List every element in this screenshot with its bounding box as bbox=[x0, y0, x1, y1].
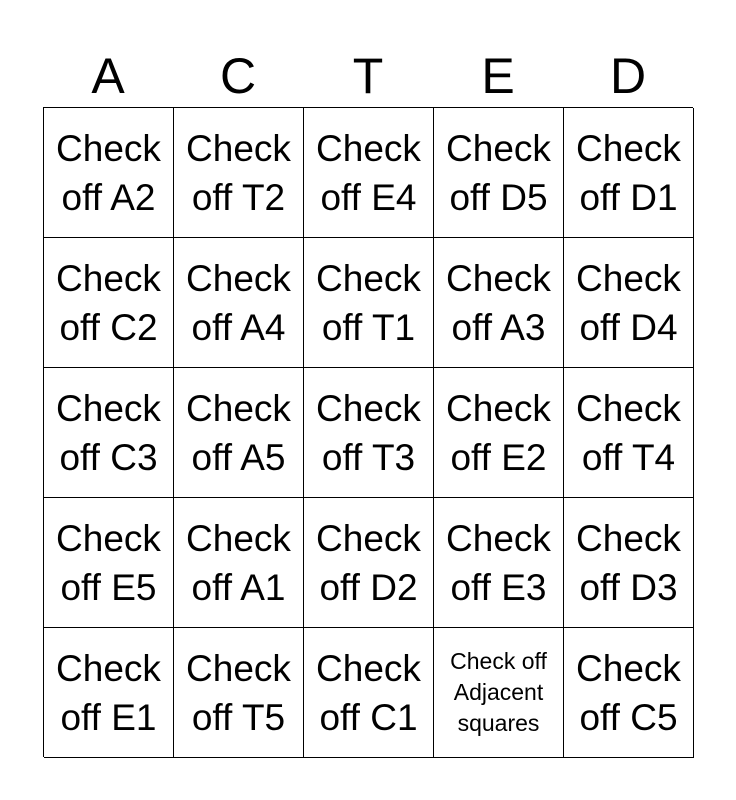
bingo-cell-r2-c5[interactable] bbox=[564, 238, 694, 368]
bingo-cell-r4-c5[interactable] bbox=[564, 498, 694, 628]
cell-label: Check off D2 bbox=[316, 517, 421, 608]
header-letter-t: T bbox=[352, 48, 384, 104]
cell-label: Check off A2 bbox=[56, 127, 161, 218]
cell-label: Check off Adjacent squares bbox=[450, 648, 547, 736]
bingo-cell-r3-c1[interactable] bbox=[44, 368, 174, 498]
header-letter-d: D bbox=[609, 48, 647, 104]
cell-label: Check off E4 bbox=[316, 127, 421, 218]
cell-label: Check off D1 bbox=[576, 127, 681, 218]
cell-label: Check off D4 bbox=[576, 257, 681, 348]
cell-label: Check off T4 bbox=[576, 387, 681, 478]
bingo-cell-r5-c1[interactable] bbox=[44, 628, 174, 758]
cell-label: Check off C3 bbox=[56, 387, 161, 478]
bingo-cell-r5-c4[interactable] bbox=[434, 628, 564, 758]
cell-label: Check off E5 bbox=[56, 517, 161, 608]
cell-label: Check off T3 bbox=[316, 387, 421, 478]
cell-label: Check off E1 bbox=[56, 647, 161, 738]
bingo-cell-r4-c3[interactable] bbox=[304, 498, 434, 628]
cell-label: Check off E2 bbox=[446, 387, 551, 478]
cell-label: Check off T2 bbox=[186, 127, 291, 218]
header-letter-e: E bbox=[481, 48, 515, 104]
cell-label: Check off T1 bbox=[316, 257, 421, 348]
cell-label: Check off D5 bbox=[446, 127, 551, 218]
bingo-cell-r3-c5[interactable] bbox=[564, 368, 694, 498]
cell-label: Check off A5 bbox=[186, 387, 291, 478]
bingo-cell-r4-c4[interactable] bbox=[434, 498, 564, 628]
bingo-cell-r1-c4[interactable] bbox=[434, 108, 564, 238]
header-letter-c: C bbox=[219, 48, 257, 104]
bingo-cell-r2-c1[interactable] bbox=[44, 238, 174, 368]
bingo-cell-r1-c1[interactable] bbox=[44, 108, 174, 238]
cell-label: Check off A1 bbox=[186, 517, 291, 608]
header-letter-a: A bbox=[91, 48, 125, 104]
bingo-cell-r4-c2[interactable] bbox=[174, 498, 304, 628]
bingo-board bbox=[43, 107, 693, 757]
bingo-cell-r2-c3[interactable] bbox=[304, 238, 434, 368]
bingo-cell-r1-c3[interactable] bbox=[304, 108, 434, 238]
cell-label: Check off E3 bbox=[446, 517, 551, 608]
cell-label: Check off D3 bbox=[576, 517, 681, 608]
bingo-cell-r5-c5[interactable] bbox=[564, 628, 694, 758]
bingo-cell-r1-c2[interactable] bbox=[174, 108, 304, 238]
bingo-cell-r2-c4[interactable] bbox=[434, 238, 564, 368]
bingo-cell-r5-c2[interactable] bbox=[174, 628, 304, 758]
cell-label: Check off C5 bbox=[576, 647, 681, 738]
cell-label: Check off C2 bbox=[56, 257, 161, 348]
bingo-cell-r3-c4[interactable] bbox=[434, 368, 564, 498]
bingo-cell-r2-c2[interactable] bbox=[174, 238, 304, 368]
bingo-cell-r1-c5[interactable] bbox=[564, 108, 694, 238]
bingo-cell-r4-c1[interactable] bbox=[44, 498, 174, 628]
bingo-cell-r3-c2[interactable] bbox=[174, 368, 304, 498]
cell-label: Check off A3 bbox=[446, 257, 551, 348]
bingo-cell-r5-c3[interactable] bbox=[304, 628, 434, 758]
cell-label: Check off C1 bbox=[316, 647, 421, 738]
bingo-header bbox=[43, 46, 693, 106]
cell-label: Check off T5 bbox=[186, 647, 291, 738]
bingo-cell-r3-c3[interactable] bbox=[304, 368, 434, 498]
cell-label: Check off A4 bbox=[186, 257, 291, 348]
